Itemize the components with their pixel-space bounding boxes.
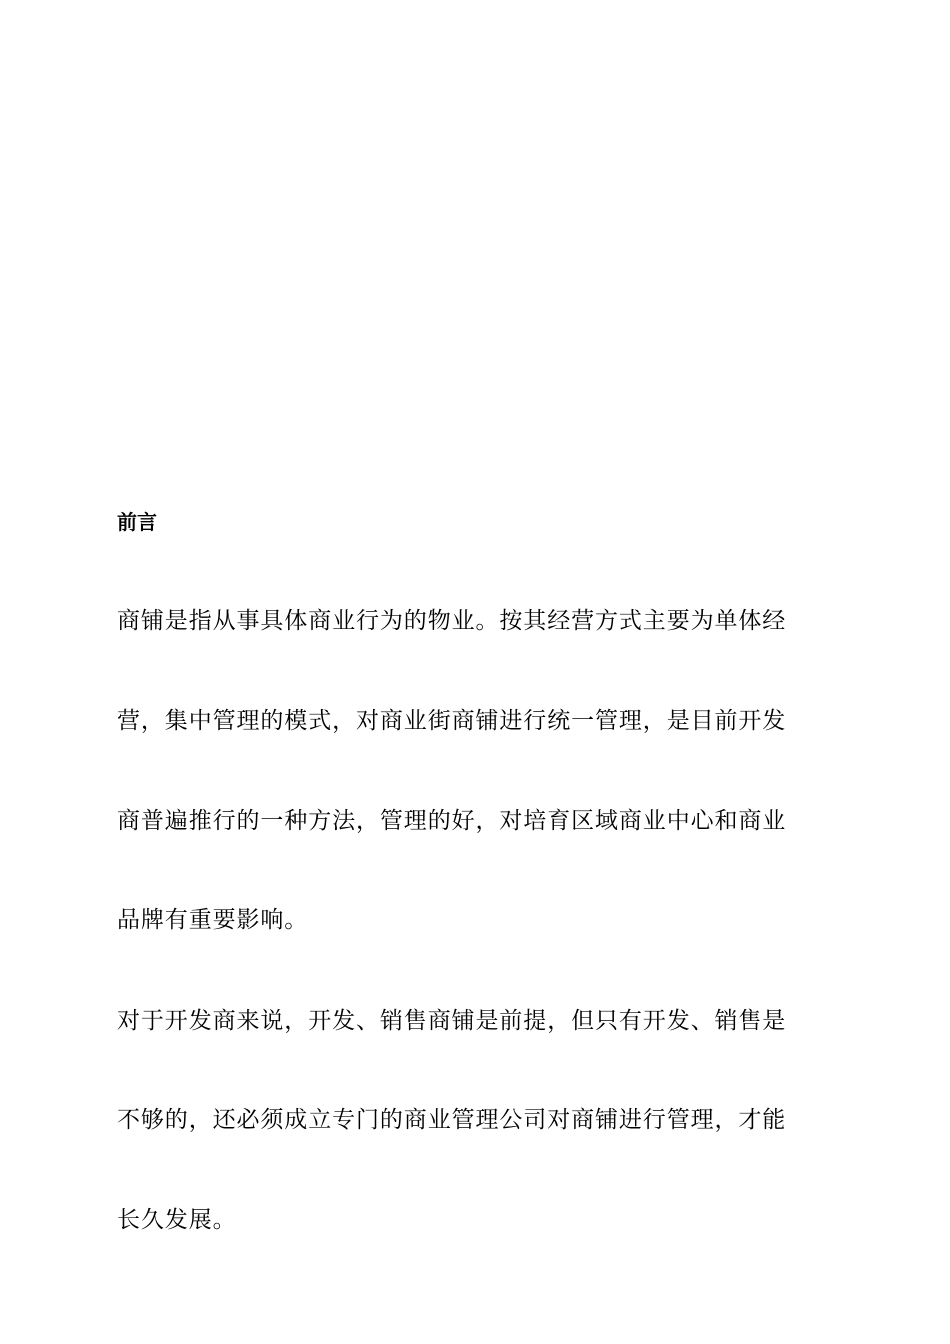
paragraph-line: 商铺是指从事具体商业行为的物业。按其经营方式主要为单体经 (117, 608, 787, 634)
paragraph-line: 对于开发商来说，开发、销售商铺是前提，但只有开发、销售是 (117, 1008, 787, 1034)
paragraph-line: 营，集中管理的模式，对商业街商铺进行统一管理，是目前开发 (117, 708, 787, 734)
section-heading: 前言 (117, 510, 157, 534)
paragraph-line: 长久发展。 (117, 1207, 237, 1233)
paragraph-line: 不够的，还必须成立专门的商业管理公司对商铺进行管理，才能 (117, 1107, 787, 1133)
paragraph-line: 品牌有重要影响。 (117, 907, 309, 933)
paragraph-line: 商普遍推行的一种方法，管理的好，对培育区域商业中心和商业 (117, 808, 787, 834)
